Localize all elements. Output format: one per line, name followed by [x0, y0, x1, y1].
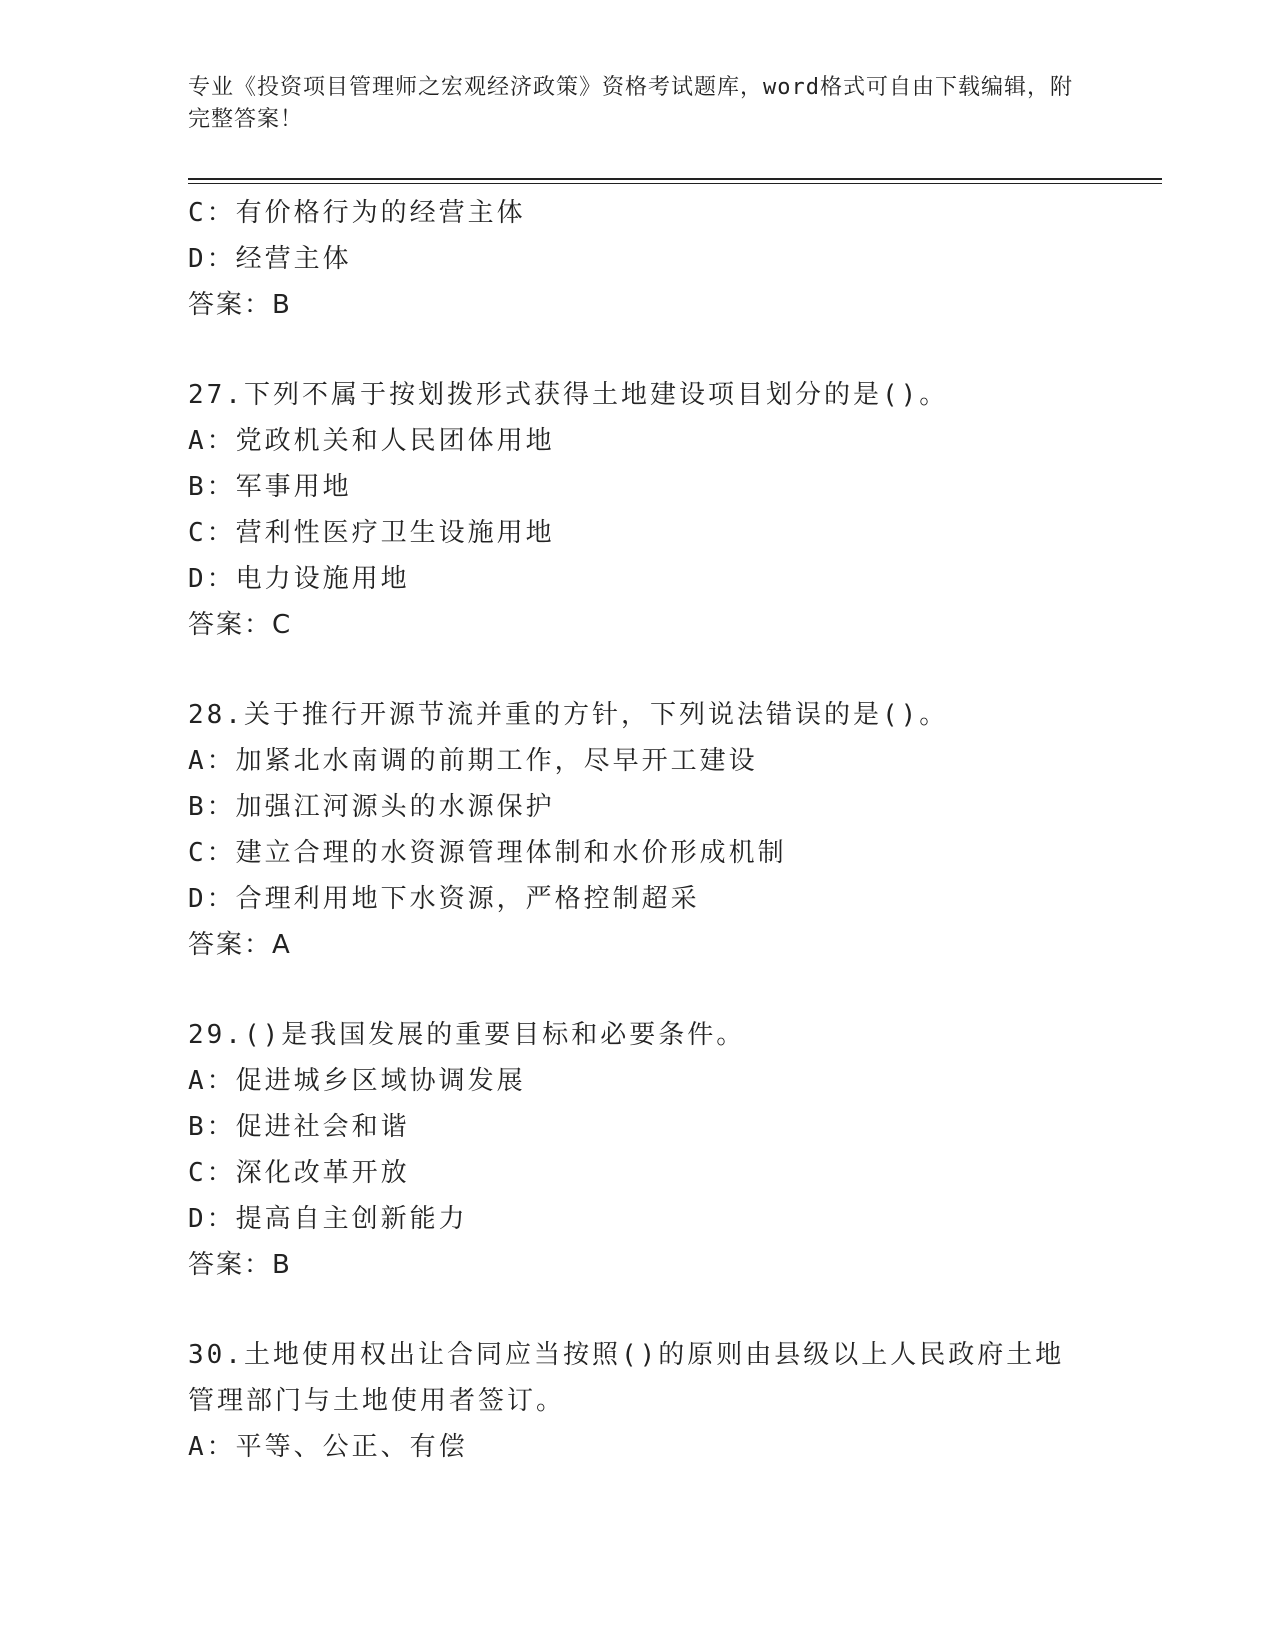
option-a: A：促进城乡区域协调发展 [188, 1066, 526, 1096]
question-stem: 30.土地使用权出让合同应当按照()的原则由县级以上人民政府土地管理部门与土地使用者签订。 [188, 1340, 1065, 1416]
question-30 [188, 1332, 1088, 1470]
option-a: A：加紧北水南调的前期工作，尽早开工建设 [188, 746, 758, 776]
option-b: B：促进社会和谐 [188, 1112, 410, 1142]
document-header: 专业《投资项目管理师之宏观经济政策》资格考试题库，word格式可自由下载编辑，附完整答案！ [188, 75, 1073, 132]
option-d: D：经营主体 [188, 244, 352, 274]
answer-line: 答案：B [188, 290, 292, 320]
option-c: C：建立合理的水资源管理体制和水价形成机制 [188, 838, 787, 868]
question-29 [188, 1012, 1088, 1288]
answer-line: 答案：B [188, 1250, 292, 1280]
option-a: A：党政机关和人民团体用地 [188, 426, 555, 456]
question-27 [188, 372, 1088, 648]
answer-line: 答案：C [188, 610, 293, 640]
option-c: C：深化改革开放 [188, 1158, 410, 1188]
option-b: B：加强江河源头的水源保护 [188, 792, 555, 822]
option-c: C：营利性医疗卫生设施用地 [188, 518, 555, 548]
question-stem: 27.下列不属于按划拨形式获得土地建设项目划分的是()。 [188, 380, 949, 410]
question-28 [188, 692, 1088, 968]
option-d: D：合理利用地下水资源，严格控制超采 [188, 884, 700, 914]
question-stem: 29.()是我国发展的重要目标和必要条件。 [188, 1020, 746, 1050]
option-a: A：平等、公正、有偿 [188, 1432, 468, 1462]
question-list [188, 190, 1088, 1470]
option-c: C：有价格行为的经营主体 [188, 198, 526, 228]
question-26 [188, 190, 1088, 328]
header-divider-thick [188, 178, 1162, 180]
option-d: D：电力设施用地 [188, 564, 410, 594]
option-d: D：提高自主创新能力 [188, 1204, 468, 1234]
header-divider-thin [188, 183, 1162, 184]
option-b: B：军事用地 [188, 472, 352, 502]
answer-line: 答案：A [188, 930, 292, 960]
question-stem: 28.关于推行开源节流并重的方针，下列说法错误的是()。 [188, 700, 949, 730]
